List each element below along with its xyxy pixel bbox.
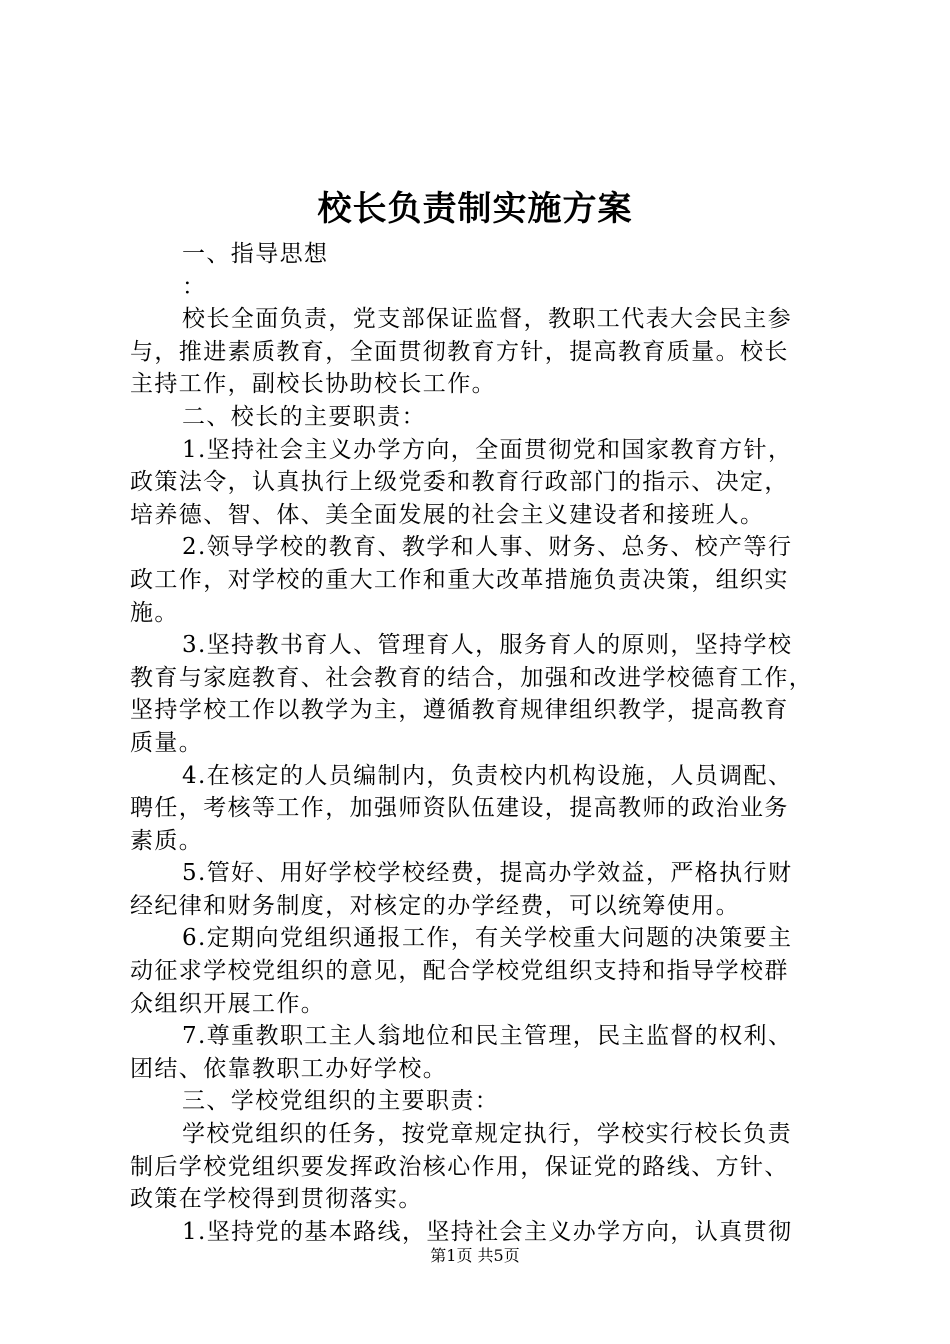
paragraph-line: 政策法令，认真执行上级党委和教育行政部门的指示、决定， [130, 469, 789, 496]
section-heading-guiding-ideology: 一、指导思想 [182, 241, 329, 267]
paragraph-line: 1.坚持社会主义办学方向，全面贯彻党和国家教育方针， [182, 436, 793, 463]
paragraph-line: 6.定期向党组织通报工作，有关学校重大问题的决策要主 [182, 925, 793, 952]
paragraph-line: 校长全面负责，党支部保证监督，教职工代表大会民主参 [182, 306, 792, 333]
paragraph-line: 质量。 [130, 729, 204, 756]
paragraph-line: 7.尊重教职工主人翁地位和民主管理，民主监督的权利、 [182, 1023, 793, 1050]
paragraph-line: 教育与家庭教育、社会教育的结合，加强和改进学校德育工作， [130, 664, 814, 691]
paragraph-line: 培养德、智、体、美全面发展的社会主义建设者和接班人。 [130, 501, 765, 528]
paragraph-line: 主持工作，副校长协助校长工作。 [130, 371, 496, 398]
section-heading-principal-duties: 二、校长的主要职责： [182, 403, 426, 430]
paragraph-line: 团结、依靠教职工办好学校。 [130, 1055, 448, 1082]
paragraph-line: 聘任，考核等工作，加强师资队伍建设，提高教师的政治业务 [130, 795, 789, 822]
paragraph-line: 4.在核定的人员编制内，负责校内机构设施，人员调配、 [182, 762, 793, 789]
section-heading-party-duties: 三、学校党组织的主要职责： [182, 1088, 500, 1115]
paragraph-line: 施。 [130, 599, 179, 626]
paragraph-line: 政策在学校得到贯彻落实。 [130, 1186, 423, 1213]
paragraph-line: 制后学校党组织要发挥政治核心作用，保证党的路线、方针、 [130, 1153, 789, 1180]
paragraph-line: 众组织开展工作。 [130, 990, 326, 1017]
document-title: 校长负责制实施方案 [317, 189, 633, 229]
paragraph-line: 学校党组织的任务，按党章规定执行，学校实行校长负责 [182, 1121, 792, 1148]
paragraph-line: 政工作，对学校的重大工作和重大改革措施负责决策，组织实 [130, 566, 789, 593]
page-footer: 第1页 共5页 [430, 1246, 520, 1265]
paragraph-line: 动征求学校党组织的意见，配合学校党组织支持和指导学校群 [130, 958, 789, 985]
paragraph-line: 与，推进素质教育，全面贯彻教育方针，提高教育质量。校长 [130, 338, 789, 365]
paragraph-line: 2.领导学校的教育、教学和人事、财务、总务、校产等行 [182, 534, 793, 561]
paragraph-line: 1.坚持党的基本路线，坚持社会主义办学方向，认真贯彻 [182, 1218, 793, 1245]
paragraph-line: 经纪律和财务制度，对核定的办学经费，可以统筹使用。 [130, 892, 740, 919]
document-body [130, 238, 830, 1248]
colon-line: ： [182, 273, 207, 300]
paragraph-line: 坚持学校工作以教学为主，遵循教育规律组织教学，提高教育 [130, 697, 789, 724]
paragraph-line: 3.坚持教书育人、管理育人，服务育人的原则，坚持学校 [182, 632, 793, 659]
paragraph-line: 5.管好、用好学校学校经费，提高办学效益，严格执行财 [182, 860, 793, 887]
paragraph-line: 素质。 [130, 827, 204, 854]
